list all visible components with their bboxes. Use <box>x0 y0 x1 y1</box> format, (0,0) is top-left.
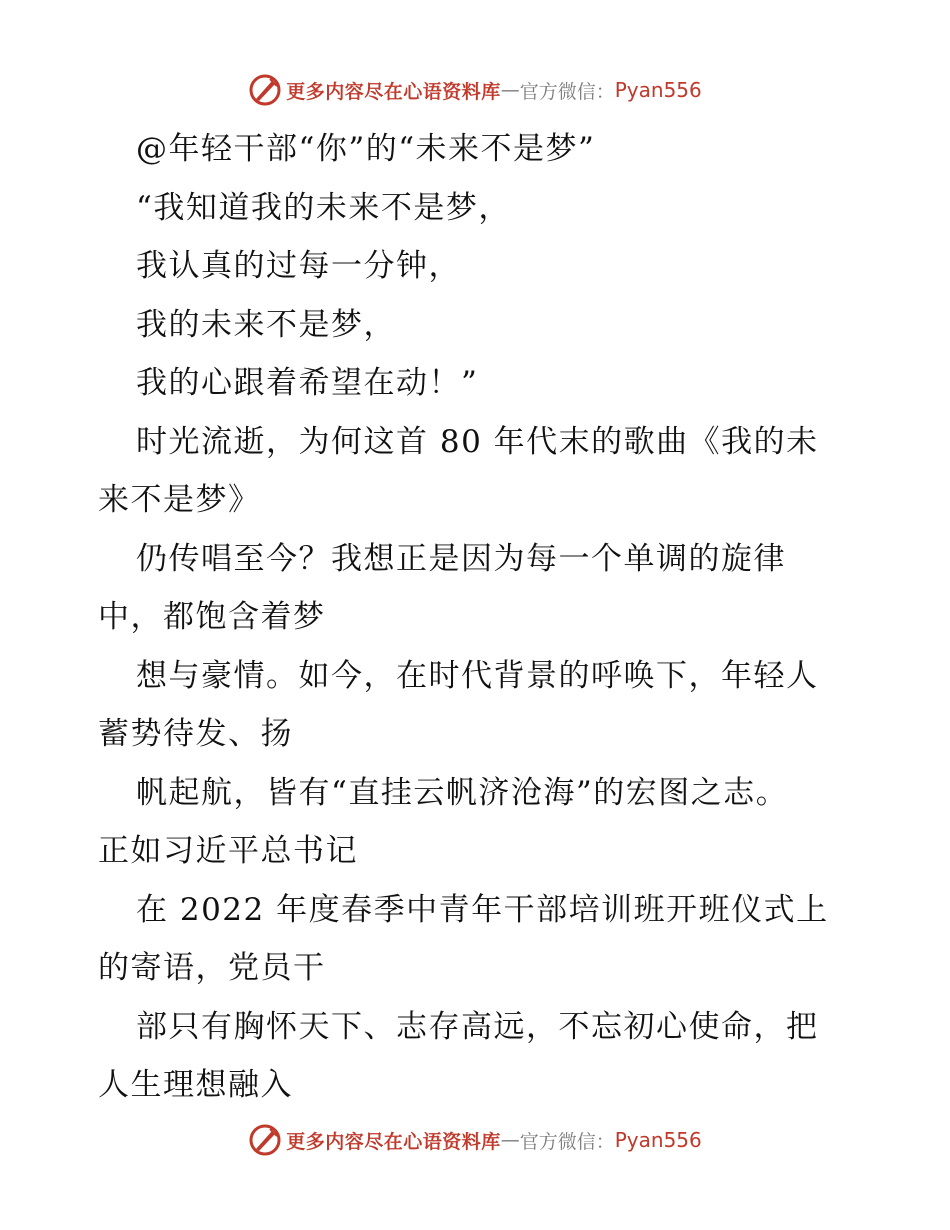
text-line: “我知道我的未来不是梦， <box>136 189 511 226</box>
text-line: 的寄语，党员干 <box>98 950 326 986</box>
text-line: 部只有胸怀天下、志存高远，不忘初心使命，把 <box>136 1008 819 1045</box>
watermark-brand-text: 更多内容尽在心语资料库 <box>286 1130 501 1153</box>
text-line: 时光流逝，为何这首 80 年代末的歌曲《我的未 <box>136 423 819 460</box>
watermark-separator: — <box>500 1129 520 1151</box>
text-line: 中，都饱含着梦 <box>98 599 326 635</box>
header-watermark <box>0 70 950 110</box>
quill-logo-icon <box>248 1123 282 1157</box>
watermark-brand-text: 更多内容尽在心语资料库 <box>286 80 501 103</box>
footer-watermark <box>0 1120 950 1160</box>
watermark-separator: — <box>500 79 520 101</box>
watermark-label: 官方微信： <box>519 80 615 103</box>
text-line: 蓄势待发、扬 <box>98 716 293 752</box>
quill-logo-icon <box>248 73 282 107</box>
watermark-wechat-id: Pyan556 <box>614 1128 702 1152</box>
text-line: @年轻干部“你”的“未来不是梦” <box>136 131 596 167</box>
text-line: 帆起航，皆有“直挂云帆济沧海”的宏图之志。 <box>136 774 789 811</box>
text-line: 我的未来不是梦， <box>136 306 396 343</box>
text-line: 想与豪情。如今，在时代背景的呼唤下，年轻人 <box>136 657 819 694</box>
watermark-label: 官方微信： <box>519 1130 615 1153</box>
text-line: 人生理想融入 <box>98 1067 293 1103</box>
text-line: 我的心跟着希望在动！” <box>136 365 479 401</box>
text-line: 仍传唱至今？我想正是因为每一个单调的旋律 <box>136 540 786 577</box>
text-line: 正如习近平总书记 <box>98 833 358 869</box>
watermark-wechat-id: Pyan556 <box>614 78 702 102</box>
text-line: 我认真的过每一分钟， <box>136 248 461 284</box>
text-line: 来不是梦》 <box>98 482 261 518</box>
document-body <box>98 120 858 1115</box>
text-line: 在 2022 年度春季中青年干部培训班开班仪式上 <box>136 891 829 928</box>
